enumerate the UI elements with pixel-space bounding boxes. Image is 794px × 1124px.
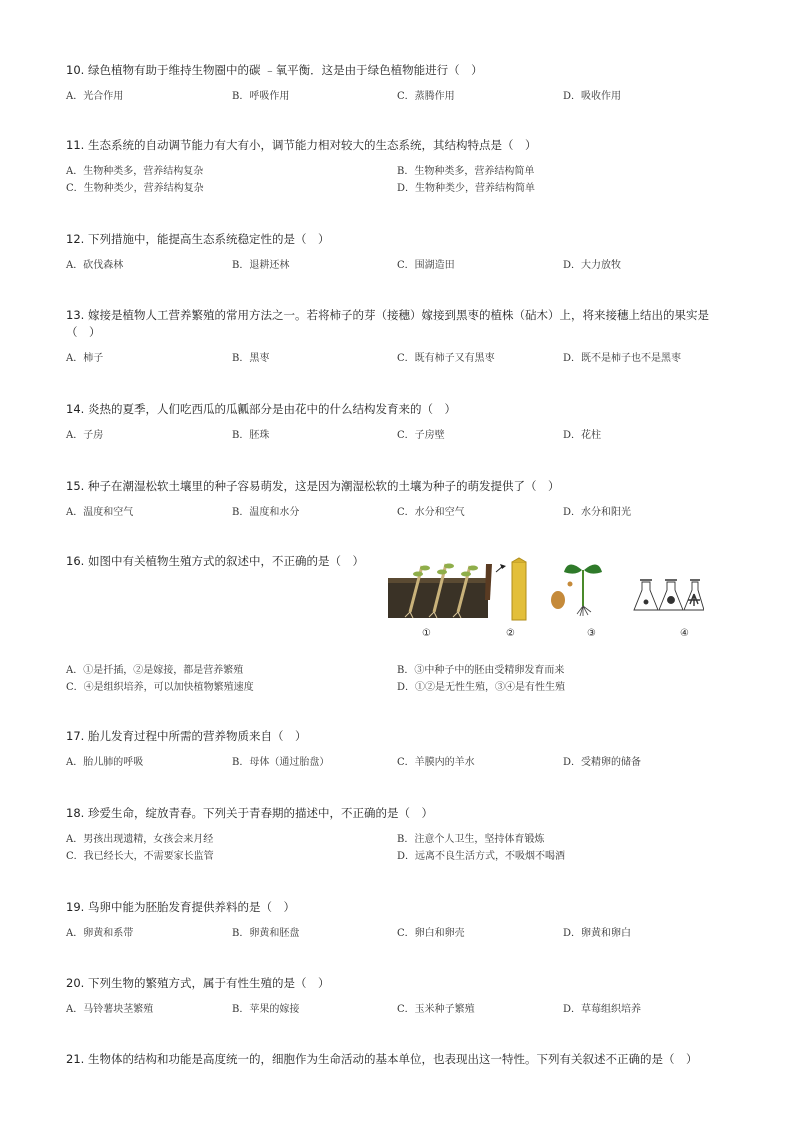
option-b[interactable]: B．退耕还林 [232,260,290,271]
option-a[interactable]: A．光合作用 [66,91,124,102]
option-b[interactable]: B．胚珠 [232,430,270,441]
option-d[interactable]: D．水分和阳光 [563,507,632,518]
option-d[interactable]: D．花柱 [563,430,602,441]
option-c[interactable]: C．卵白和卵壳 [397,928,465,939]
question-stem: 18. 珍爱生命，绽放青春。下列关于青春期的描述中，不正确的是（ ） [66,806,433,820]
question-stem: 12. 下列措施中，能提高生态系统稳定性的是（ ） [66,232,330,246]
option-d[interactable]: D．大力放牧 [563,260,622,271]
option-b[interactable]: B．③中种子中的胚由受精卵发育而来 [397,665,565,676]
option-c[interactable]: C．我已经长大，不需要家长监管 [66,851,214,862]
question-11 [66,137,736,194]
option-d[interactable]: D．远离不良生活方式，不吸烟不喝酒 [397,851,566,862]
option-b[interactable]: B．卵黄和胚盘 [232,928,300,939]
option-b[interactable]: B．注意个人卫生，坚持体育锻炼 [397,834,545,845]
option-a[interactable]: A．男孩出现遗精，女孩会来月经 [66,834,214,845]
question-stem: 15. 种子在潮湿松软土壤里的种子容易萌发，这是因为潮湿松软的土壤为种子的萌发提供了（ ） [66,479,560,493]
question-14 [66,401,736,441]
option-b[interactable]: B．温度和水分 [232,507,300,518]
question-stem: 20. 下列生物的繁殖方式，属于有性生殖的是（ ） [66,976,330,990]
option-a[interactable]: A．柿子 [66,353,104,364]
option-a[interactable]: A．砍伐森林 [66,260,124,271]
option-c[interactable]: C．子房壁 [397,430,445,441]
option-c[interactable]: C．水分和空气 [397,507,465,518]
question-stem: 14. 炎热的夏季，人们吃西瓜的瓜瓤部分是由花中的什么结构发育来的（ ） [66,402,456,416]
option-d[interactable]: D．生物种类少，营养结构简单 [397,183,536,194]
plant-reproduction-figure [388,556,704,646]
question-10 [66,62,736,102]
option-a[interactable]: A．马铃薯块茎繁殖 [66,1004,154,1015]
option-d[interactable]: D．①②是无性生殖，③④是有性生殖 [397,682,566,693]
option-b[interactable]: B．生物种类多，营养结构简单 [397,166,535,177]
option-b[interactable]: B．呼吸作用 [232,91,290,102]
tissue-culture-illustration [634,580,704,610]
question-13 [66,307,736,364]
grafting-illustration [485,558,526,620]
question-20 [66,975,736,1015]
option-c[interactable]: C．④是组织培养，可以加快植物繁殖速度 [66,682,254,693]
option-d[interactable]: D．吸收作用 [563,91,622,102]
option-a[interactable]: A．子房 [66,430,104,441]
figure-label-3: ③ [587,628,596,639]
question-stem: 10. 绿色植物有助于维持生物圈中的碳 ﹣氧平衡．这是由于绿色植物能进行（ ） [66,63,483,77]
figure-label-1: ① [422,628,431,639]
option-a[interactable]: A．卵黄和系带 [66,928,134,939]
option-a[interactable]: A．①是扦插，②是嫁接，都是营养繁殖 [66,665,244,676]
question-21 [66,1051,736,1068]
option-c[interactable]: C．蒸腾作用 [397,91,455,102]
figure-label-2: ② [506,628,515,639]
question-stem: 17. 胎儿发育过程中所需的营养物质来自（ ） [66,729,307,743]
question-18 [66,805,736,862]
question-15 [66,478,736,518]
option-b[interactable]: B．苹果的嫁接 [232,1004,300,1015]
option-a[interactable]: A．温度和空气 [66,507,134,518]
question-stem: 11. 生态系统的自动调节能力有大有小，调节能力相对较大的生态系统，其结构特点是（ ） [66,138,537,152]
option-b[interactable]: B．黑枣 [232,353,270,364]
option-c[interactable]: C．玉米种子繁殖 [397,1004,475,1015]
option-a[interactable]: A．胎儿肺的呼吸 [66,757,144,768]
option-d[interactable]: D．草莓组织培养 [563,1004,642,1015]
option-d[interactable]: D．既不是柿子也不是黑枣 [563,353,682,364]
question-stem: 19. 鸟卵中能为胚胎发育提供养料的是（ ） [66,900,295,914]
option-a[interactable]: A．生物种类多，营养结构复杂 [66,166,204,177]
option-c[interactable]: C．羊膜内的羊水 [397,757,475,768]
option-c[interactable]: C．既有柿子又有黑枣 [397,353,495,364]
question-19 [66,899,736,939]
question-12 [66,231,736,271]
option-d[interactable]: D．卵黄和卵白 [563,928,632,939]
question-17 [66,728,736,768]
option-c[interactable]: C．生物种类少，营养结构复杂 [66,183,204,194]
figure-label-4: ④ [680,628,689,639]
cutting-illustration [388,564,488,619]
question-stem: 21. 生物体的结构和功能是高度统一的，细胞作为生命活动的基本单位，也表现出这一特性。下列有关叙述不正确的是（ ） [66,1052,698,1066]
seed-germination-illustration [551,564,602,616]
question-stem: 16. 如图中有关植物生殖方式的叙述中，不正确的是（ ） [66,554,364,568]
question-stem: 13. 嫁接是植物人工营养繁殖的常用方法之一。若将柿子的芽（接穗）嫁接到黑枣的植株（砧木）上，将来接穗上结出的果实是（ ） [66,308,709,339]
option-c[interactable]: C．围湖造田 [397,260,455,271]
option-d[interactable]: D．受精卵的储备 [563,757,642,768]
option-b[interactable]: B．母体（通过胎盘） [232,757,330,768]
